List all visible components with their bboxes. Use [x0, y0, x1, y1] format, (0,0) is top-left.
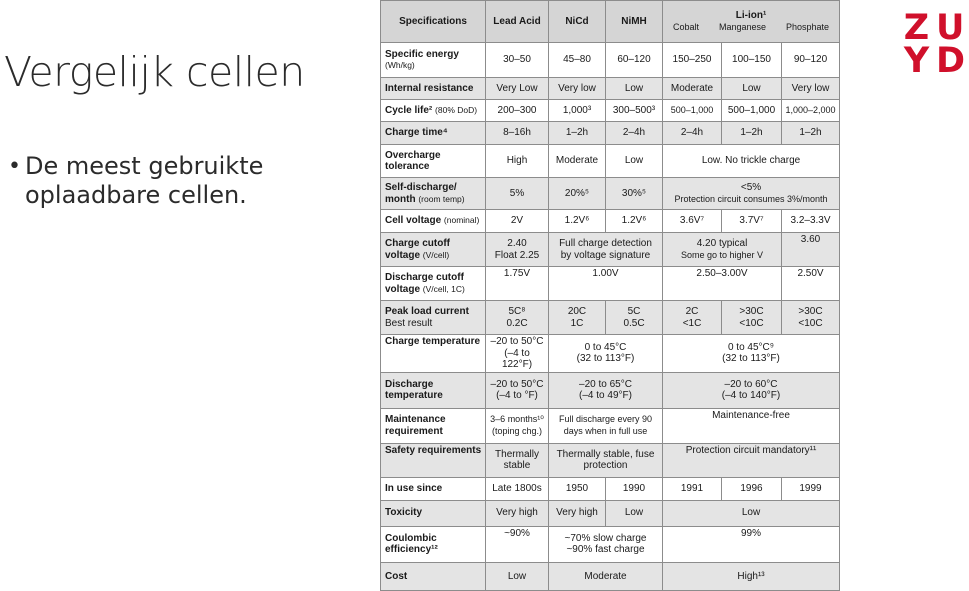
cell-manganese: 1–2h [722, 122, 782, 145]
row-label: Peak load current Best result [381, 301, 486, 335]
row-label: Discharge cutoff voltage (V/cell, 1C) [381, 267, 486, 301]
table-row [381, 562, 840, 591]
cell-manganese: 3.7V⁷ [722, 210, 782, 233]
row-label: Safety requirements [381, 443, 486, 477]
header-li-ion-title: Li-ion¹ [735, 10, 767, 21]
cell-nicd: Very high [549, 500, 606, 526]
cell-cobalt: Moderate [663, 78, 722, 100]
header-manganese: Manganese [718, 21, 767, 32]
cell-lead-acid: –20 to 50°C (–4 to °F) [486, 372, 549, 408]
row-label: Overcharge tolerance [381, 145, 486, 178]
cell-phosphate: 90–120 [782, 43, 840, 78]
row-label: Specific energy (Wh/kg) [381, 43, 486, 78]
logo-letter: Z [903, 8, 930, 48]
cell-nickel: –20 to 65°C (–4 to 49°F) [549, 372, 663, 408]
cell-phosphate: Very low [782, 78, 840, 100]
cell-nimh: 1.2V⁶ [606, 210, 663, 233]
row-label: Toxicity [381, 500, 486, 526]
cell-nicd: 1–2h [549, 122, 606, 145]
table-row [381, 122, 840, 145]
zuyd-logo [903, 8, 966, 81]
row-label: Cost [381, 562, 486, 591]
cell-phosphate: 2.50V [782, 267, 840, 301]
cell-li-ion: Low [663, 500, 840, 526]
cell-lead-acid: 2V [486, 210, 549, 233]
row-label: Charge time⁴ [381, 122, 486, 145]
cell-lead-acid: High [486, 145, 549, 178]
cell-phosphate: 1999 [782, 477, 840, 500]
cell-cobalt: 1991 [663, 477, 722, 500]
cell-lead-acid: 5C⁸ 0.2C [486, 301, 549, 335]
cell-nickel: ~70% slow charge ~90% fast charge [549, 526, 663, 562]
slide-title: Vergelijk cellen [4, 48, 305, 96]
cell-phosphate: 3.2–3.3V [782, 210, 840, 233]
row-label: Self-discharge/ month (room temp) [381, 178, 486, 210]
table-row [381, 372, 840, 408]
table-row [381, 408, 840, 443]
cell-nimh: 2–4h [606, 122, 663, 145]
table-row [381, 78, 840, 100]
cell-lead-acid: Very Low [486, 78, 549, 100]
header-lead-acid: Lead Acid [486, 1, 549, 43]
cell-nicd: 1950 [549, 477, 606, 500]
row-label: Charge temperature [381, 335, 486, 373]
row-label: In use since [381, 477, 486, 500]
logo-letter: Y [903, 41, 930, 81]
cell-phosphate: 3.60 [782, 233, 840, 267]
row-label: Charge cutoff voltage (V/cell) [381, 233, 486, 267]
cell-manganese: 100–150 [722, 43, 782, 78]
cell-nicd: 1.2V⁶ [549, 210, 606, 233]
header-nimh: NiMH [606, 1, 663, 43]
bullet-list [8, 152, 328, 210]
cell-li-ion: 2.50–3.00V [663, 267, 782, 301]
cell-manganese: 500–1,000 [722, 100, 782, 122]
cell-phosphate: >30C <10C [782, 301, 840, 335]
logo-letter: U [936, 8, 965, 48]
logo-row-bottom [903, 41, 966, 81]
cell-lead-acid: Low [486, 562, 549, 591]
cell-cobalt: 500–1,000 [663, 100, 722, 122]
cell-nickel: 0 to 45°C (32 to 113°F) [549, 335, 663, 373]
cell-manganese: 1996 [722, 477, 782, 500]
table-row [381, 178, 840, 210]
cell-manganese: Low [722, 78, 782, 100]
cell-li-ion: High¹³ [663, 562, 840, 591]
cell-lead-acid: 2.40 Float 2.25 [486, 233, 549, 267]
cell-lead-acid: 200–300 [486, 100, 549, 122]
header-cobalt: Cobalt [672, 21, 699, 32]
cell-cobalt: 3.6V⁷ [663, 210, 722, 233]
cell-li-ion: 0 to 45°C⁹ (32 to 113°F) [663, 335, 840, 373]
cell-manganese: >30C <10C [722, 301, 782, 335]
cell-nimh: 300–500³ [606, 100, 663, 122]
cell-li-ion: <5% Protection circuit consumes 3%/month [663, 178, 840, 210]
cell-phosphate: 1,000–2,000 [782, 100, 840, 122]
table-row [381, 335, 840, 373]
cell-lead-acid: 3–6 months¹⁰ (toping chg.) [486, 408, 549, 443]
cell-nickel: Full discharge every 90 days when in full use [549, 408, 663, 443]
cell-lead-acid: Thermally stable [486, 443, 549, 477]
table-row [381, 526, 840, 562]
cell-lead-acid: 30–50 [486, 43, 549, 78]
header-phosphate: Phosphate [785, 21, 830, 32]
table-row [381, 500, 840, 526]
cell-nickel: 1.00V [549, 267, 663, 301]
cell-li-ion: 99% [663, 526, 840, 562]
cell-lead-acid: ~90% [486, 526, 549, 562]
cell-li-ion: Low. No trickle charge [663, 145, 840, 178]
battery-spec-table [380, 0, 840, 591]
table-row [381, 233, 840, 267]
cell-li-ion: Protection circuit mandatory¹¹ [663, 443, 840, 477]
row-label: Internal resistance [381, 78, 486, 100]
table-row [381, 145, 840, 178]
cell-nicd: 1,000³ [549, 100, 606, 122]
table-row [381, 267, 840, 301]
cell-cobalt: 150–250 [663, 43, 722, 78]
table-row [381, 210, 840, 233]
cell-nimh: Low [606, 145, 663, 178]
cell-nicd: 45–80 [549, 43, 606, 78]
cell-nickel: Full charge detection by voltage signature [549, 233, 663, 267]
table-row [381, 301, 840, 335]
cell-lead-acid: Very high [486, 500, 549, 526]
header-specifications: Specifications [381, 1, 486, 43]
row-label: Maintenance requirement [381, 408, 486, 443]
cell-nicd: 20%⁵ [549, 178, 606, 210]
logo-letter: D [936, 41, 966, 81]
header-nicd: NiCd [549, 1, 606, 43]
cell-nicd: Very low [549, 78, 606, 100]
cell-nickel: Thermally stable, fuse protection [549, 443, 663, 477]
cell-phosphate: 1–2h [782, 122, 840, 145]
cell-nicd: Moderate [549, 145, 606, 178]
cell-lead-acid: 1.75V [486, 267, 549, 301]
bullet-item: • De meest gebruikte oplaadbare cellen. [8, 152, 328, 210]
cell-li-ion: Maintenance-free [663, 408, 840, 443]
table-row [381, 43, 840, 78]
row-label: Coulombic efficiency¹² [381, 526, 486, 562]
table-row [381, 100, 840, 122]
cell-nimh: Low [606, 78, 663, 100]
row-label: Cell voltage (nominal) [381, 210, 486, 233]
cell-lead-acid: Late 1800s [486, 477, 549, 500]
cell-nimh: 60–120 [606, 43, 663, 78]
table-header-row [381, 1, 840, 43]
cell-nimh: 5C 0.5C [606, 301, 663, 335]
cell-nimh: 1990 [606, 477, 663, 500]
cell-nicd: 20C 1C [549, 301, 606, 335]
cell-li-ion: –20 to 60°C (–4 to 140°F) [663, 372, 840, 408]
table-row [381, 477, 840, 500]
table-row [381, 443, 840, 477]
row-label: Discharge temperature [381, 372, 486, 408]
cell-cobalt: 2C <1C [663, 301, 722, 335]
cell-nimh: Low [606, 500, 663, 526]
row-label: Cycle life² (80% DoD) [381, 100, 486, 122]
cell-lead-acid: –20 to 50°C (–4 to 122°F) [486, 335, 549, 373]
cell-cobalt: 2–4h [663, 122, 722, 145]
cell-nickel: Moderate [549, 562, 663, 591]
cell-li-ion: 4.20 typical Some go to higher V [663, 233, 782, 267]
cell-lead-acid: 8–16h [486, 122, 549, 145]
cell-nimh: 30%⁵ [606, 178, 663, 210]
cell-lead-acid: 5% [486, 178, 549, 210]
header-li-ion [663, 1, 840, 43]
